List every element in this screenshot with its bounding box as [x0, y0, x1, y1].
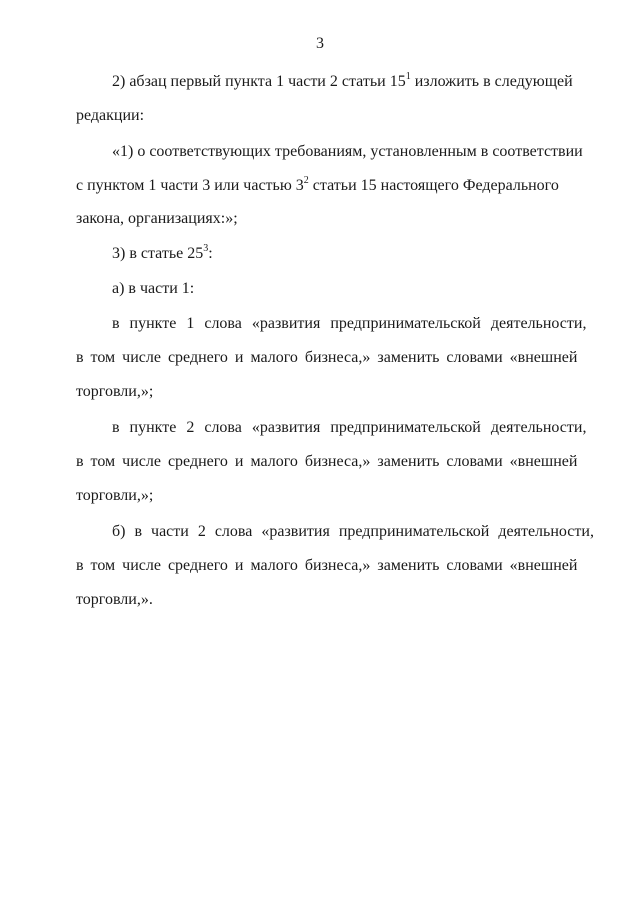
text-line: торговли,»; — [76, 383, 154, 400]
text-segment: 3) в статье 25 — [112, 245, 204, 262]
text-line — [112, 70, 573, 92]
text-line: торговли,». — [76, 591, 153, 608]
text-line: а) в части 1: — [112, 280, 195, 297]
text-line: б) в части 2 слова «развития предпринимательской деятельности, — [112, 523, 594, 540]
text-line: торговли,»; — [76, 487, 154, 504]
text-line — [112, 244, 565, 264]
text-line: «1) о соответствующих требованиям, установленным в соответствии — [112, 143, 583, 160]
text-line: в том числе среднего и малого бизнеса,» заменить словами «внешней — [76, 349, 578, 366]
text-line: в том числе среднего и малого бизнеса,» заменить словами «внешней — [76, 557, 578, 574]
text-line: редакции: — [76, 107, 145, 124]
text-line: закона, организациях:»; — [76, 210, 238, 227]
text-line — [76, 176, 565, 196]
superscript: 2 — [303, 174, 309, 186]
text-line: в пункте 2 слова «развития предпринимательской деятельности, — [112, 419, 587, 436]
superscript: 1 — [405, 70, 411, 82]
text-line: в пункте 1 слова «развития предпринимательской деятельности, — [112, 315, 587, 332]
superscript: 3 — [203, 242, 209, 254]
text-segment: с пунктом 1 части 3 или частью 3 — [76, 177, 304, 194]
text-segment: : — [208, 245, 213, 262]
text-segment: статьи 15 настоящего Федерального — [308, 177, 559, 194]
text-line: в том числе среднего и малого бизнеса,» заменить словами «внешней — [76, 453, 578, 470]
page-number: 3 — [316, 35, 324, 52]
text-segment: 2) абзац первый пункта 1 части 2 статьи 15 — [112, 73, 406, 90]
text-segment: изложить в следующей — [410, 73, 573, 90]
